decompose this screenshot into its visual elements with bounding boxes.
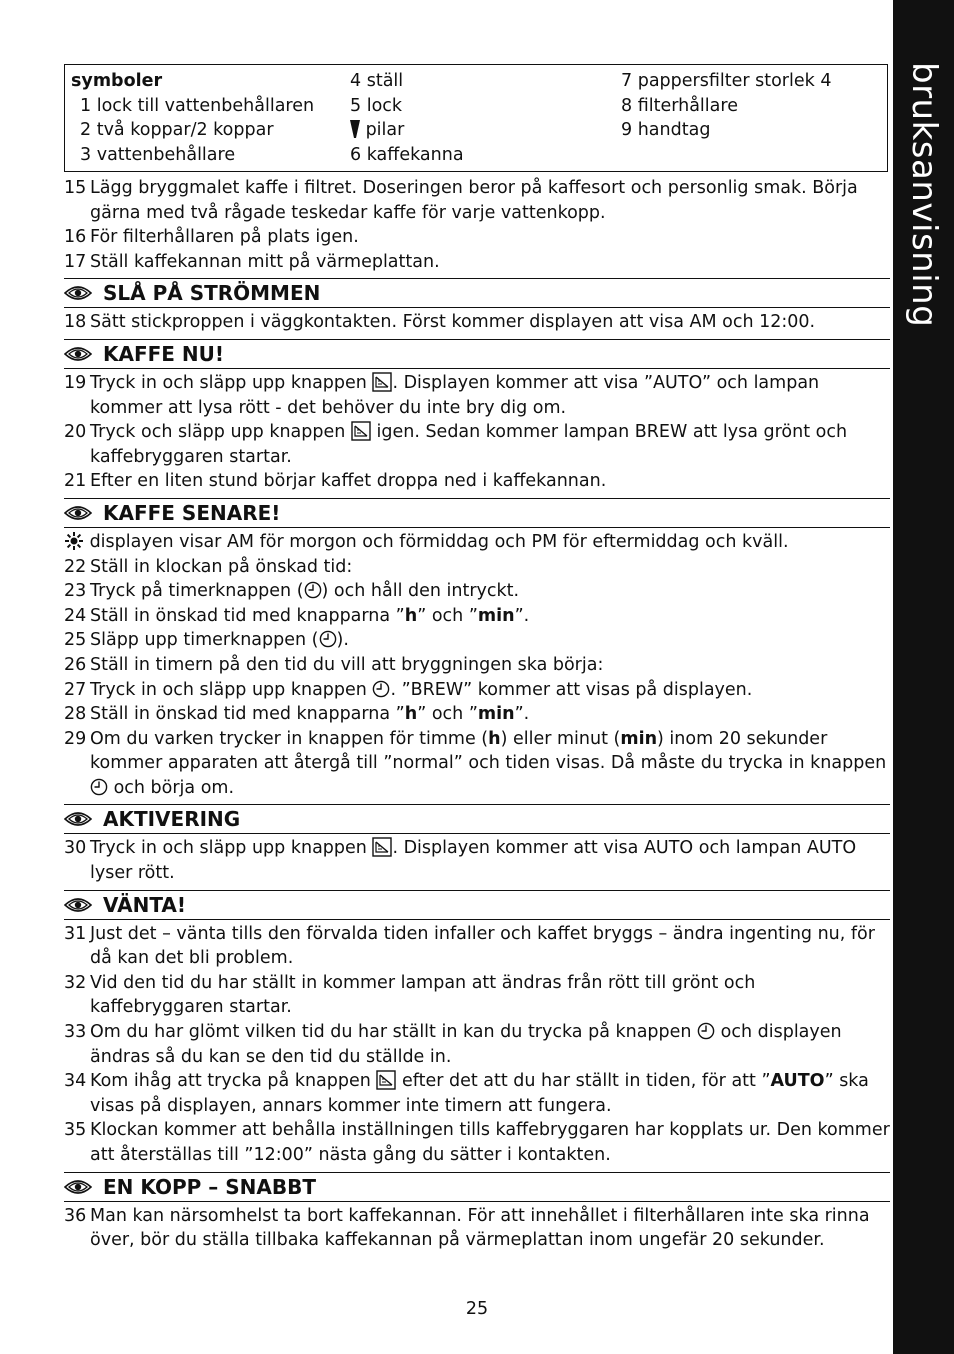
page-number: 25 bbox=[465, 1299, 489, 1319]
symbols-title: symboler bbox=[71, 71, 163, 91]
list-item: 21 Efter en liten stund börjar kaffet droppa ned i kaffekannan. bbox=[64, 471, 607, 492]
list-item: 18 Sätt stickproppen i väggkontakten. Först kommer displayen att visa AM och 12:00. bbox=[64, 312, 816, 333]
clock-icon bbox=[90, 778, 108, 796]
list-item: 35 Klockan kommer att behålla inställningen tills kaffebryggaren har kopplats ur. Den kommer att återställas till ”12:00” nästa gång du sätter i kontakten. bbox=[64, 1120, 890, 1165]
list-item: 34 Kom ihåg att trycka på knappen efter det att du har ställt in tiden, för att ”AUTO” ska visas på displayen, annars kommer inte timern att fungera. bbox=[64, 1071, 869, 1116]
symbol-item: 5 lock bbox=[350, 95, 403, 116]
eye-icon bbox=[64, 897, 92, 913]
symbol-item: 9 handtag bbox=[621, 120, 711, 140]
auto-button-icon bbox=[372, 837, 392, 857]
list-item: 15 Lägg bryggmalet kaffe i filtret. Doseringen beror på kaffesort och personlig smak. Börja gärna med två rågade teskedar kaffe för varje vattenkopp. bbox=[64, 178, 858, 223]
sun-tip-icon bbox=[64, 531, 84, 551]
symbol-item: 1 lock till vattenbehållaren bbox=[80, 95, 315, 116]
section-heading: EN KOPP – SNABBT bbox=[64, 1172, 890, 1202]
symbol-item: 6 kaffekanna bbox=[350, 144, 464, 165]
list-item: 31 Just det – vänta tills den förvalda tiden infaller och kaffet bryggs – ändra ingenting nu, för då kan det bli problem. bbox=[64, 923, 875, 969]
symbol-item: 8 filterhållare bbox=[621, 95, 738, 116]
list-item: 33 Om du har glömt vilken tid du har ställt in kan du trycka på knappen och displayen ändras så du kan se den tid du ställde in. bbox=[64, 1022, 842, 1067]
symbol-item: 7 pappersfilter storlek 4 bbox=[621, 71, 832, 91]
eye-icon bbox=[64, 285, 92, 301]
section-heading: VÄNTA! bbox=[64, 890, 890, 920]
list-item: 26 Ställ in timern på den tid du vill att bryggningen ska börja: bbox=[64, 654, 604, 675]
auto-button-icon bbox=[372, 372, 392, 392]
symbol-item: pilar bbox=[350, 118, 464, 143]
eye-icon bbox=[64, 1179, 92, 1195]
section-heading: SLÅ PÅ STRÖMMEN bbox=[64, 278, 890, 308]
arrow-wedge-icon bbox=[350, 120, 360, 138]
clock-icon bbox=[319, 630, 337, 648]
tip-item: displayen visar AM för morgon och förmiddag och PM för eftermiddag och kväll. bbox=[64, 530, 890, 555]
list-item: 29 Om du varken trycker in knappen för timme (h) eller minut (min) inom 20 sekunder kommer apparaten att återgå till ”normal” och tiden visas. Då måste du trycka in knappen och börja om. bbox=[64, 728, 887, 798]
list-item: 23 Tryck på timerknappen ( ) och håll den intryckt. bbox=[64, 581, 520, 602]
eye-icon bbox=[64, 811, 92, 827]
list-item: 16 För filterhållaren på plats igen. bbox=[64, 227, 359, 248]
list-item: 36 Man kan närsomhelst ta bort kaffekannan. För att innehållet i filterhållaren inte ska rinna över, bör du ställa tillbaka kaffekannan på värmeplattan inom ungefär 20 sekunder. bbox=[64, 1205, 870, 1251]
section-heading: KAFFE SENARE! bbox=[64, 498, 890, 528]
auto-button-icon bbox=[376, 1070, 396, 1090]
clock-icon bbox=[372, 680, 390, 698]
side-label: bruksanvisning bbox=[904, 62, 944, 328]
eye-icon bbox=[64, 346, 92, 362]
list-item: 30 Tryck in och släpp upp knappen . Displayen kommer att visa AUTO och lampan AUTO lyser rött. bbox=[64, 838, 857, 884]
symbols-box bbox=[64, 64, 888, 172]
list-item: 19 Tryck in och släpp upp knappen . Displayen kommer att visa ”AUTO” och lampan kommer att lysa rött - det behöver du inte bry dig om. bbox=[64, 372, 820, 418]
symbol-item: 4 ställ bbox=[350, 71, 404, 91]
symbols-column-2 bbox=[350, 69, 464, 167]
list-item: 32 Vid den tid du har ställt in kommer lampan att ändras från rött till grönt och kaffebryggaren startar. bbox=[64, 972, 756, 1018]
section-heading: KAFFE NU! bbox=[64, 339, 890, 369]
instructions bbox=[64, 176, 890, 1253]
list-item: 24 Ställ in önskad tid med knapparna ”h” och ”min”. bbox=[64, 605, 530, 626]
symbols-column-3 bbox=[621, 69, 831, 143]
clock-icon bbox=[304, 581, 322, 599]
list-item: 25 Släpp upp timerknappen ( ). bbox=[64, 630, 349, 651]
eye-icon bbox=[64, 505, 92, 521]
list-item: 20 Tryck och släpp upp knappen igen. Sedan kommer lampan BREW att lysa grönt och kaffebryggaren startar. bbox=[64, 422, 848, 467]
auto-button-icon bbox=[351, 421, 371, 441]
list-item: 28 Ställ in önskad tid med knapparna ”h” och ”min”. bbox=[64, 704, 530, 725]
list-item: 17 Ställ kaffekannan mitt på värmeplattan. bbox=[64, 251, 440, 272]
symbols-column-1 bbox=[71, 69, 314, 167]
list-item: 27 Tryck in och släpp upp knappen . ”BREW” kommer att visas på displayen. bbox=[64, 679, 753, 700]
list-item: 22 Ställ in klockan på önskad tid: bbox=[64, 556, 353, 577]
clock-icon bbox=[697, 1022, 715, 1040]
section-heading: AKTIVERING bbox=[64, 804, 890, 834]
symbol-item: 3 vattenbehållare bbox=[80, 144, 236, 165]
symbol-item: 2 två koppar/2 koppar bbox=[80, 120, 274, 140]
